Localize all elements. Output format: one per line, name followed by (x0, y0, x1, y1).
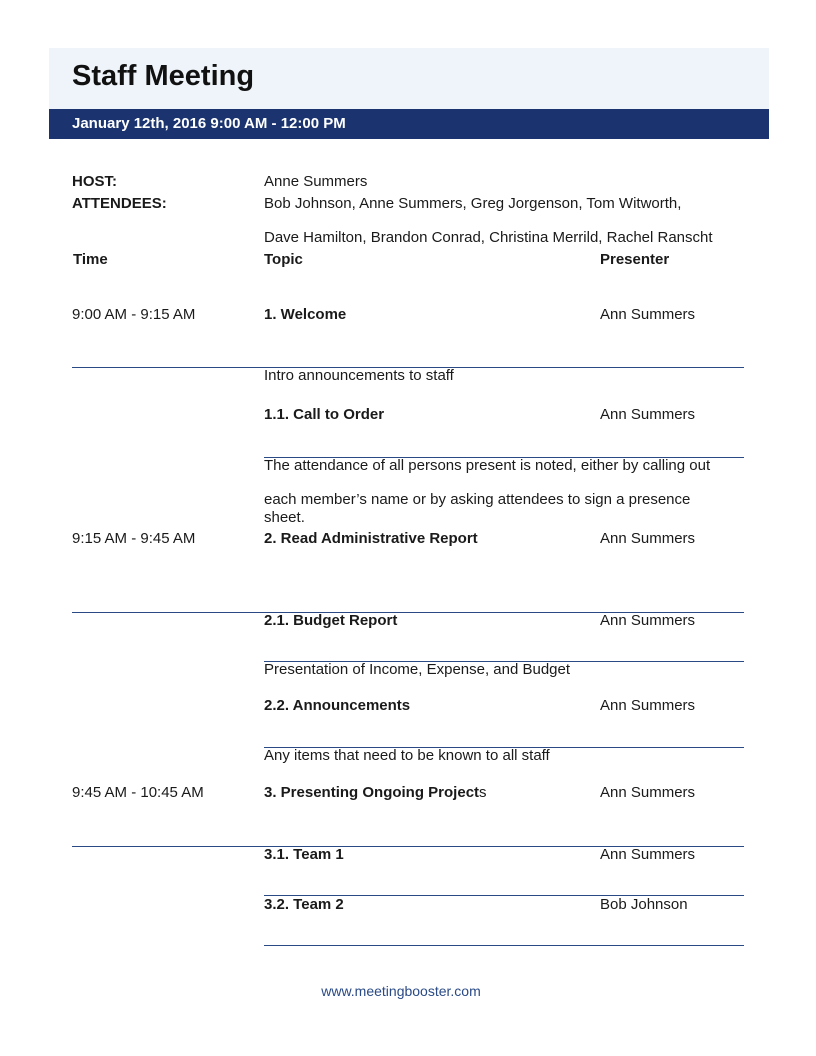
agenda-presenter-2: Ann Summers (600, 530, 696, 547)
agenda-topic-3-tail: s (479, 784, 487, 801)
agenda-presenter-1-1: Ann Summers (600, 406, 696, 423)
agenda-time-2: 9:15 AM - 9:45 AM (72, 530, 196, 547)
attendees-label: ATTENDEES: (72, 195, 167, 212)
column-header-topic: Topic (264, 251, 303, 268)
agenda-topic-3-1: 3.1. Team 1 (264, 846, 344, 863)
agenda-presenter-3-2: Bob Johnson (600, 896, 688, 913)
agenda-desc-2-1: Presentation of Income, Expense, and Budget (264, 661, 571, 678)
host-value: Anne Summers (264, 173, 368, 190)
attendees-line-2: Dave Hamilton, Brandon Conrad, Christina Merrild, Rachel Ranscht (264, 229, 713, 246)
agenda-desc-1-1-line-1: The attendance of all persons present is noted, either by calling out (264, 457, 711, 474)
agenda-presenter-1: Ann Summers (600, 306, 696, 323)
footer-url: www.meetingbooster.com (321, 983, 481, 999)
agenda-desc-2-2: Any items that need to be known to all staff (264, 747, 550, 764)
agenda-topic-3-2: 3.2. Team 2 (264, 896, 344, 913)
meeting-date-time: January 12th, 2016 9:00 AM - 12:00 PM (72, 115, 346, 132)
agenda-time-3: 9:45 AM - 10:45 AM (72, 784, 204, 801)
agenda-presenter-3-1: Ann Summers (600, 846, 696, 863)
agenda-presenter-2-2: Ann Summers (600, 697, 696, 714)
agenda-desc-1: Intro announcements to staff (264, 367, 454, 384)
date-band (49, 109, 769, 139)
page-title: Staff Meeting (72, 60, 255, 92)
agenda-desc-1-1-line-2: each member’s name or by asking attendees to sign a presence (264, 491, 691, 508)
column-header-time: Time (73, 251, 108, 268)
item-divider (264, 945, 744, 946)
agenda-topic-3-bold: 3. Presenting Ongoing Project (264, 784, 480, 801)
agenda-topic-2-1: 2.1. Budget Report (264, 612, 398, 629)
agenda-topic-1-1: 1.1. Call to Order (264, 406, 385, 423)
host-label: HOST: (72, 173, 117, 190)
agenda-presenter-3: Ann Summers (600, 784, 696, 801)
agenda-desc-1-1-line-3: sheet. (264, 509, 305, 526)
column-header-presenter: Presenter (600, 251, 670, 268)
agenda-topic-3 (264, 784, 487, 801)
attendees-line-1: Bob Johnson, Anne Summers, Greg Jorgenson, Tom Witworth, (264, 195, 682, 212)
agenda-time-1: 9:00 AM - 9:15 AM (72, 306, 196, 323)
agenda-topic-2-2: 2.2. Announcements (264, 697, 411, 714)
agenda-topic-1: 1. Welcome (264, 306, 347, 323)
title-band (49, 48, 769, 109)
agenda-topic-2: 2. Read Administrative Report (264, 530, 478, 547)
agenda-presenter-2-1: Ann Summers (600, 612, 696, 629)
